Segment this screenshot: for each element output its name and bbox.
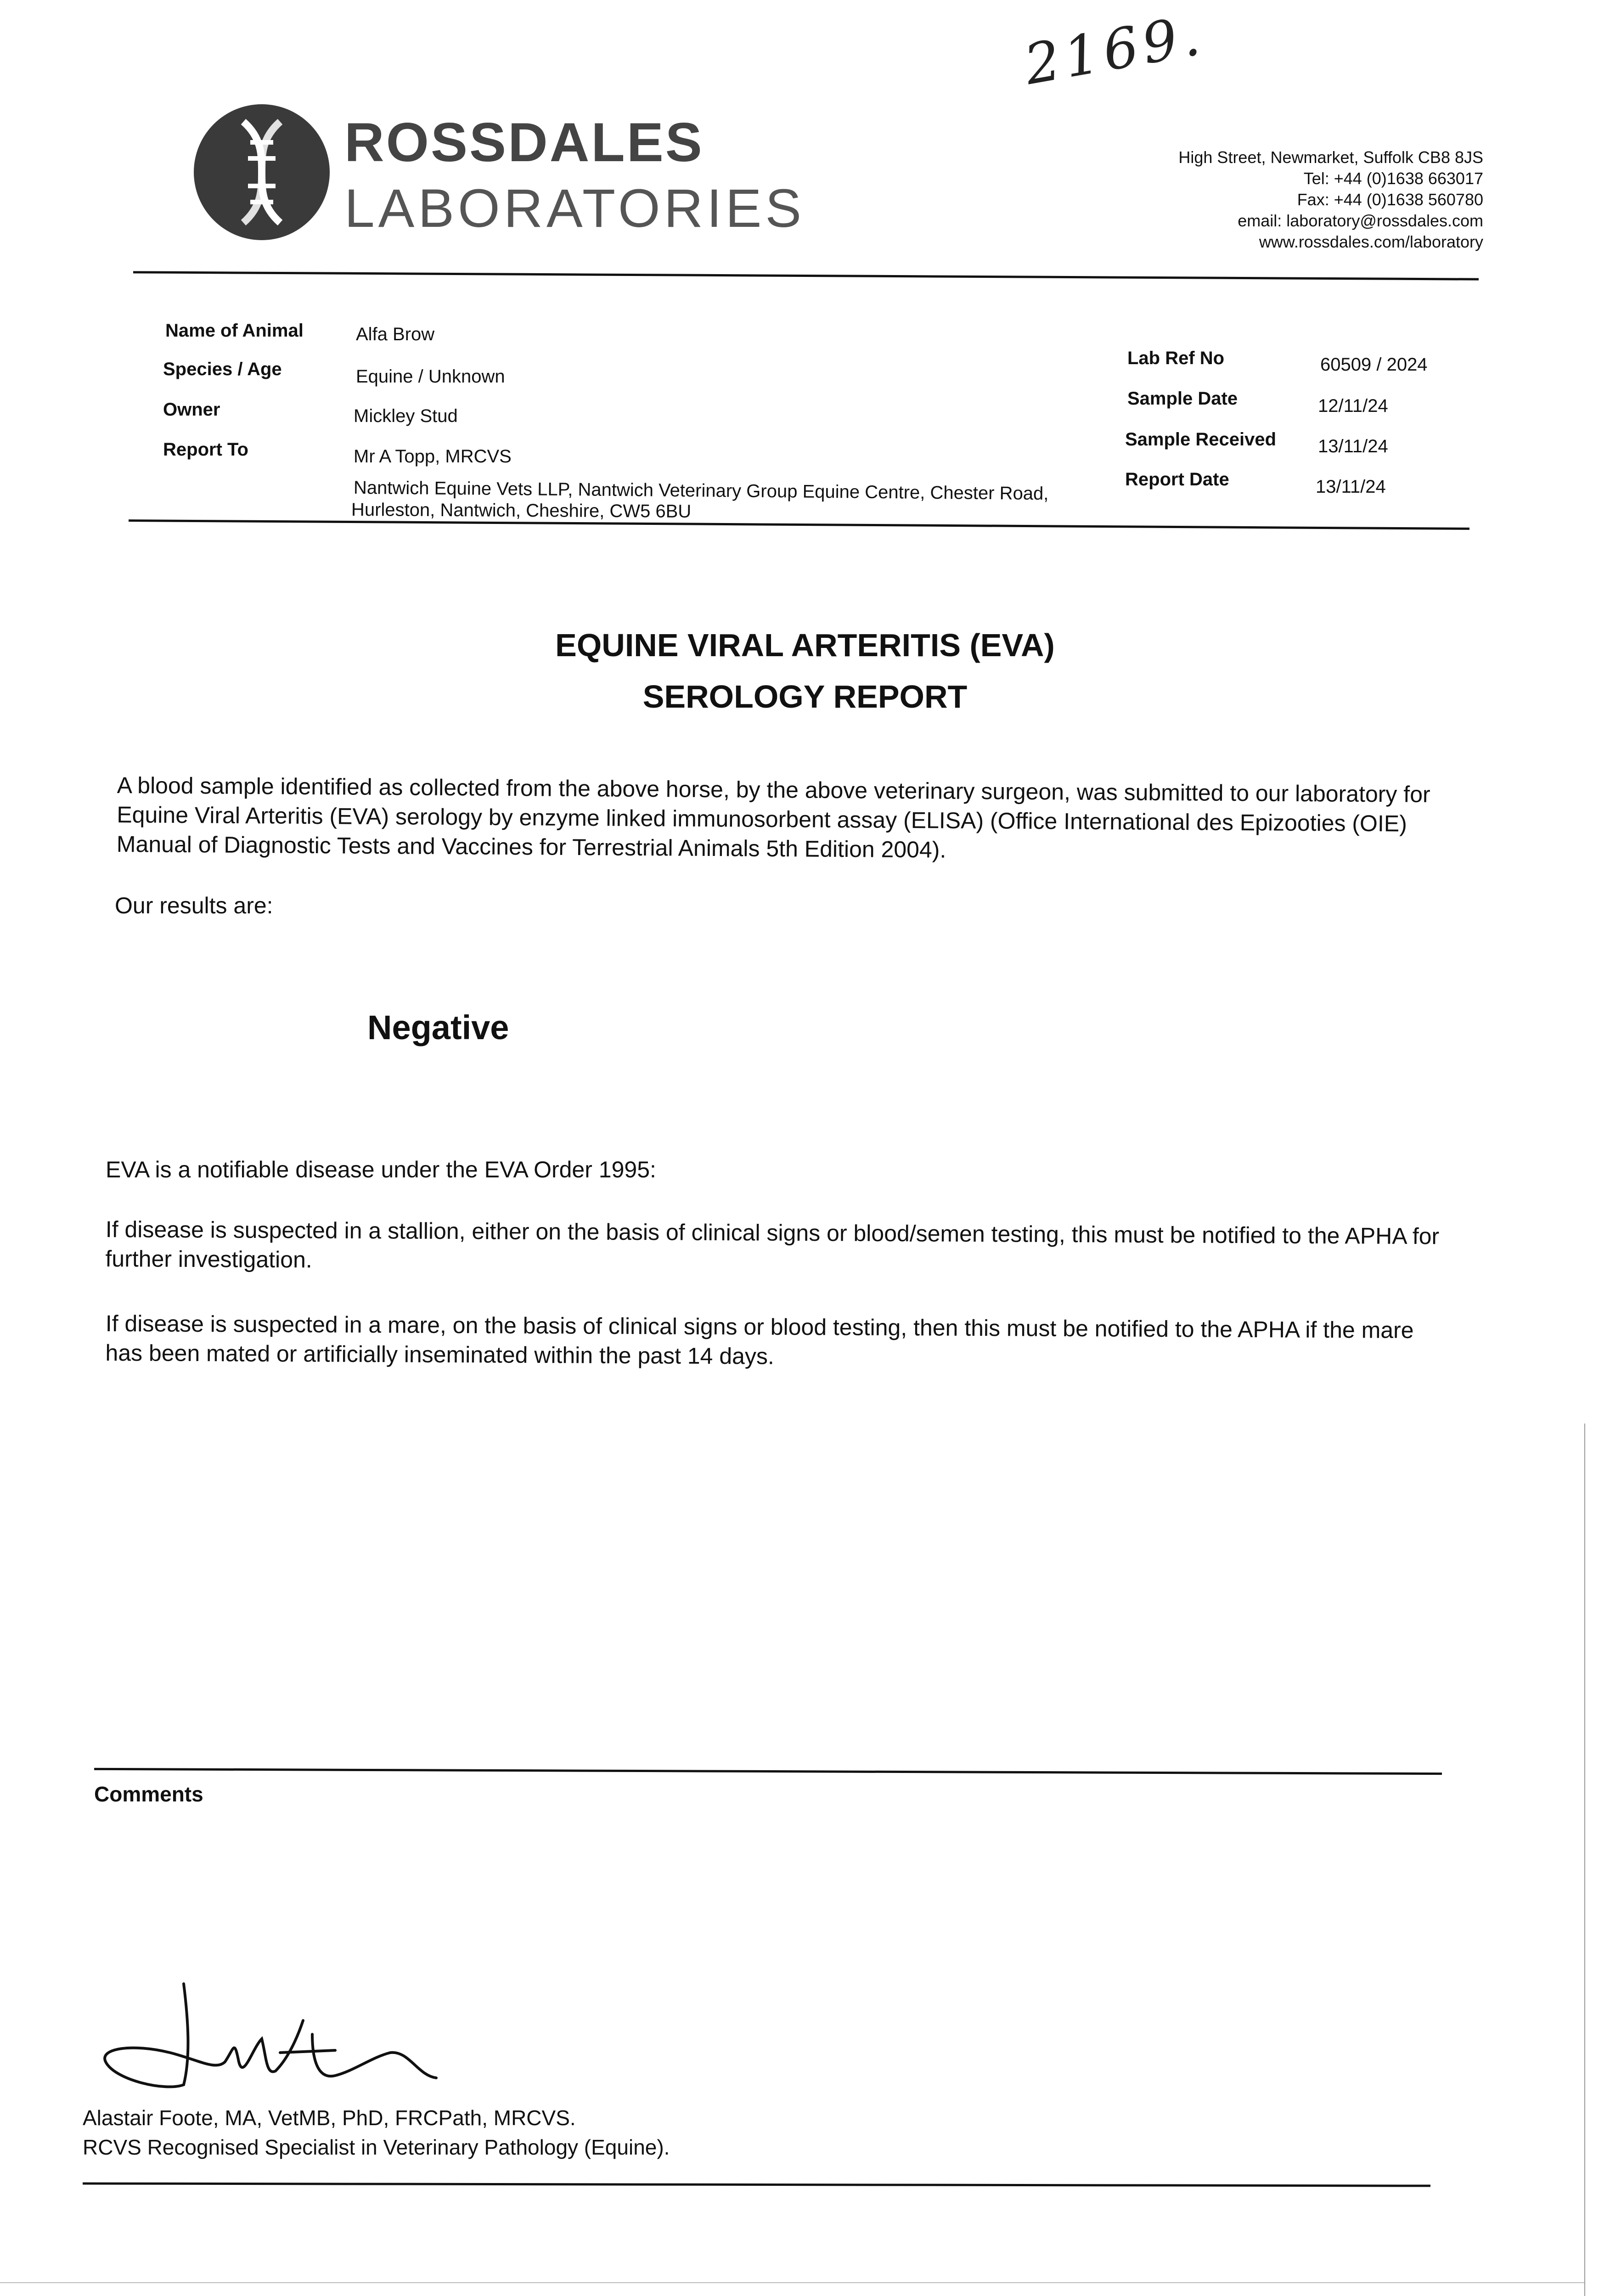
owner-value: Mickley Stud <box>354 406 458 426</box>
report-date-value: 13/11/24 <box>1316 477 1386 497</box>
report-to-label: Report To <box>163 439 248 460</box>
intro-paragraph: A blood sample identified as collected from the above horse, by the above veterinary surgeon, was submitted to our laboratory for Equine Viral Arteritis (EVA) serology by enzyme linked immunosorbent assay (ELISA) (Office International des Epizooties (OIE) Manual of Diagnostic Tests and Vaccines for Terrestrial Animals 5th Edition 2004). <box>116 772 1430 863</box>
address-street: High Street, Newmarket, Suffolk CB8 8JS <box>1178 148 1483 167</box>
sample-received-value: 13/11/24 <box>1318 436 1388 456</box>
scan-edge-vertical <box>1584 1424 1585 2296</box>
sample-date-label: Sample Date <box>1127 388 1238 409</box>
details-divider <box>129 519 1469 530</box>
lab-ref-label: Lab Ref No <box>1127 348 1225 368</box>
brand-name-line1: ROSSDALES <box>344 112 704 173</box>
address-web: www.rossdales.com/laboratory <box>1259 232 1483 251</box>
brand-name-line2: LABORATORIES <box>344 178 805 239</box>
result-value: Negative <box>367 1008 509 1047</box>
signatory-block <box>83 2103 670 2162</box>
address-email: email: laboratory@rossdales.com <box>1238 211 1483 230</box>
comments-label: Comments <box>94 1782 203 1806</box>
sample-date-value: 12/11/24 <box>1318 396 1388 416</box>
comments-divider <box>94 1768 1442 1775</box>
lab-ref-value: 60509 / 2024 <box>1320 355 1428 375</box>
report-title-line1: EQUINE VIRAL ARTERITIS (EVA) <box>555 627 1055 663</box>
report-to-line1: Mr A Topp, MRCVS <box>354 446 512 467</box>
signatory-title: RCVS Recognised Specialist in Veterinary Pathology (Equine). <box>83 2135 670 2159</box>
footer-divider <box>83 2182 1430 2187</box>
stallion-note: If disease is suspected in a stallion, either on the basis of clinical signs or blood/semen testing, this must be notified to the APHA for further investigation. <box>105 1216 1440 1273</box>
name-of-animal-label: Name of Animal <box>165 321 304 341</box>
report-to-line3: Hurleston, Nantwich, Cheshire, CW5 6BU <box>351 500 692 522</box>
results-intro: Our results are: <box>115 893 273 918</box>
owner-label: Owner <box>163 400 220 420</box>
header-divider <box>133 271 1479 280</box>
report-date-label: Report Date <box>1125 469 1229 490</box>
sample-received-label: Sample Received <box>1125 429 1277 450</box>
report-title-line2: SEROLOGY REPORT <box>642 679 968 715</box>
address-block <box>1056 147 1483 253</box>
scan-edge-horizontal <box>0 2282 1584 2283</box>
mare-note: If disease is suspected in a mare, on the basis of clinical signs or blood testing, then this must be notified to the APHA if the mare has been mated or artificially inseminated within the past 14 days. <box>105 1311 1414 1369</box>
dna-logo-icon <box>193 103 331 241</box>
report-to-line2: Nantwich Equine Vets LLP, Nantwich Veterinary Group Equine Centre, Chester Road, <box>353 478 1049 504</box>
signature-image <box>96 1965 445 2103</box>
notifiable-statement: EVA is a notifiable disease under the EVA Order 1995: <box>106 1157 656 1182</box>
handwritten-number: 2169. <box>1019 3 1209 98</box>
address-tel: Tel: +44 (0)1638 663017 <box>1303 169 1483 188</box>
address-fax: Fax: +44 (0)1638 560780 <box>1297 190 1483 209</box>
name-of-animal-value: Alfa Brow <box>356 324 435 344</box>
species-age-value: Equine / Unknown <box>356 366 505 387</box>
species-age-label: Species / Age <box>163 359 282 379</box>
signatory-name: Alastair Foote, MA, VetMB, PhD, FRCPath, MRCVS. <box>83 2106 576 2130</box>
